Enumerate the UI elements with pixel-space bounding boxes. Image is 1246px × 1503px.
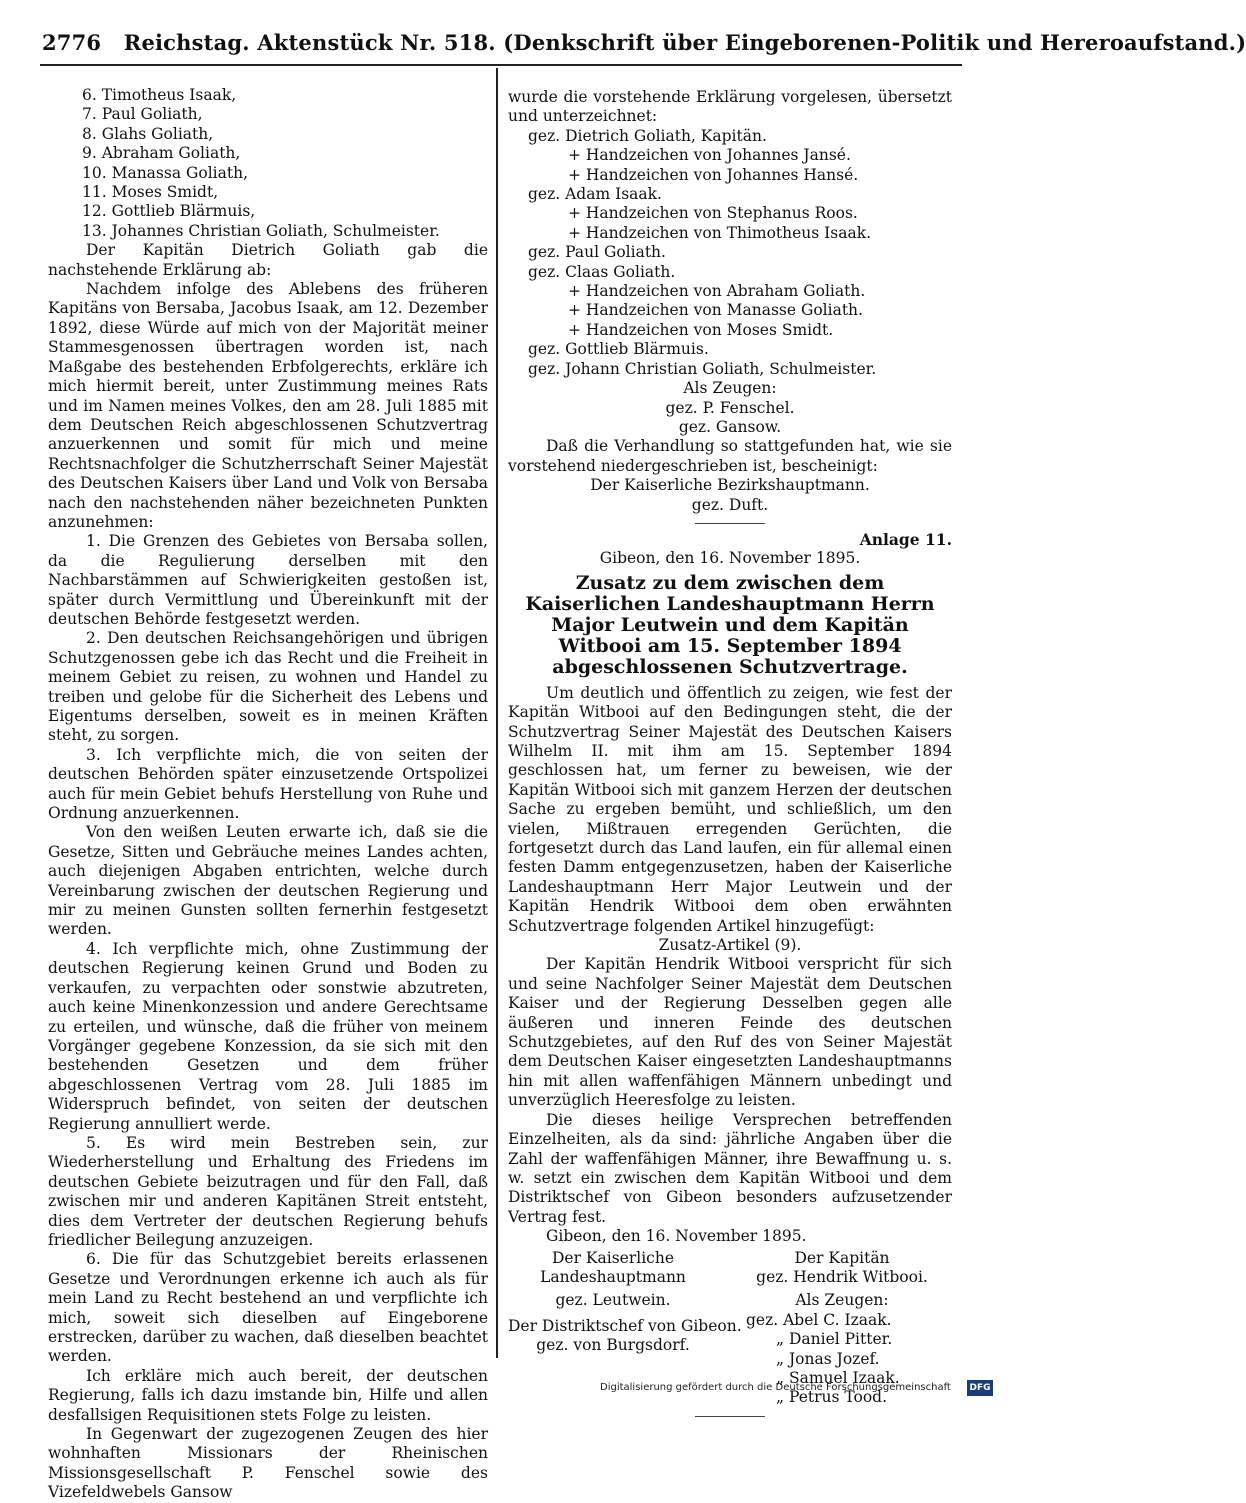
header-title: Reichstag. Aktenstück Nr. 518. (Denkschrift über Eingeborenen-Politik und Hereroaufstand.) [123, 30, 1246, 55]
list-item: 7. Paul Goliath, [82, 105, 203, 124]
witnesses-heading: Als Zeugen: [683, 379, 777, 398]
dateline: Gibeon, den 16. November 1895. [546, 1227, 807, 1246]
digitization-credit: Digitalisierung gefördert durch die Deutsche Forschungsgemeinschaft [600, 1382, 951, 1393]
signatory-title: Der Distriktschef von Gibeon. [508, 1316, 742, 1335]
list-item: 6. Timotheus Isaak, [82, 86, 237, 104]
signature-line: gez. Dietrich Goliath, Kapitän. [528, 126, 767, 145]
paragraph: 6. Die für das Schutzgebiet bereits erlassenen Gesetze und Verordnungen erkenne ich auch als für mein Land zu Recht bestehend an und verpflichte ich mich, soweit sich dieselben auf Eingeborene erstrecken, darüber zu wachen, daß dieselben beachtet werden. [48, 1250, 488, 1366]
annex-label: Anlage 11. [859, 529, 952, 549]
paragraph: 2. Den deutschen Reichsangehörigen und übrigen Schutzgenossen gebe ich das Recht und die Freiheit in meinem Gebiet zu reisen, zu wohnen und Handel zu treiben und gelobe für die Sicherheit des Lebens und Eigentums derselben, soweit es in meinen Kräften steht, zu sorgen. [48, 629, 488, 745]
paragraph: Der Kapitän Hendrik Witbooi verspricht für sich und seine Nachfolger Seiner Majestät dem Deutschen Kaiser und der Regierung Desselben gegen alle äußeren und inneren Feinde des deutschen Schutzgebietes, auf den Ruf des von Seiner Majestät dem Deutschen Kaiser eingesetzten Landeshauptmanns hin mit allen waffenfähigen Männern unbedingt und unverzüglich Heeresfolge zu leisten. [508, 955, 952, 1110]
paragraph: Der Kapitän Dietrich Goliath gab die nachstehende Erklärung ab: [48, 241, 488, 279]
signature-line: + Handzeichen von Abraham Goliath. [568, 282, 866, 301]
paragraph: Daß die Verhandlung so stattgefunden hat, wie sie vorstehend niedergeschrieben ist, bescheinigt: [508, 437, 952, 475]
dateline: Gibeon, den 16. November 1895. [599, 549, 861, 568]
signature-block [508, 127, 952, 379]
witness-signature: gez. Gansow. [678, 417, 782, 436]
signatory-title: Der Kapitän [794, 1248, 890, 1267]
signature-line: gez. Gottlieb Blärmuis. [528, 340, 709, 359]
paragraph: In Gegenwart der zugezogenen Zeugen des hier wohnhaften Missionars der Rheinischen Missionsgesellschaft P. Fenschel sowie des Vizefeldwebels Gansow [48, 1425, 488, 1502]
page-header [42, 30, 1246, 62]
paragraph: Die dieses heilige Versprechen betreffenden Einzelheiten, als da sind: jährliche Angaben über die Zahl der waffenfähigen Männer, ihre Bewaffnung u. s. w. setzt ein zwischen dem Kapitän Witbooi und dem Distriktschef von Gibeon besonders aufzusetzender Vertrag fest. [508, 1110, 952, 1226]
paragraph: Ich erkläre mich auch bereit, der deutschen Regierung, falls ich dazu imstande bin, Hilfe und allen desfallsigen Requisitionen stets Folge zu leisten. [48, 1366, 488, 1424]
signature-line: gez. Paul Goliath. [528, 243, 666, 262]
list-item: 12. Gottlieb Blärmuis, [82, 202, 256, 221]
signature-line: gez. Johann Christian Goliath, Schulmeister. [528, 359, 877, 378]
left-column [48, 86, 488, 1503]
separator-rule [695, 523, 765, 524]
separator-rule [695, 1416, 765, 1417]
paragraph: 4. Ich verpflichte mich, ohne Zustimmung der deutschen Regierung keinen Grund und Boden zu verkaufen, zu verpachten oder sonstwie abzutreten, auch keine Minenkonzession und andere Gerechtsame zu erteilen, und wünsche, daß die früher von meinem Vorgänger gegebene Konzession, da sie sich mit den bestehenden Gesetzen und dem früher abgeschlossenen Vertrag vom 28. Juli 1885 im Widerspruch befindet, von seiten der deutschen Regierung annulliert werde. [48, 939, 488, 1133]
list-item: 13. Johannes Christian Goliath, Schulmeister. [82, 221, 440, 240]
paragraph: wurde die vorstehende Erklärung vorgelesen, übersetzt und unterzeichnet: [508, 88, 952, 126]
dfg-logo: DFG [967, 1380, 993, 1396]
witness-signature: gez. P. Fenschel. [665, 398, 795, 417]
witness-signature: „ Samuel Izaak. [776, 1368, 900, 1387]
signature-line: gez. Adam Isaak. [528, 185, 662, 204]
signature-line: + Handzeichen von Johannes Hansé. [568, 165, 859, 184]
column-divider [496, 68, 498, 1358]
witness-signature: „ Petrus Tood. [776, 1388, 888, 1407]
signature-line: + Handzeichen von Johannes Jansé. [568, 146, 851, 165]
signatory-title: Landeshauptmann [540, 1267, 686, 1286]
paragraph: Von den weißen Leuten erwarte ich, daß sie die Gesetze, Sitten und Gebräuche meines Landes achten, auch diejenigen Abgaben entrichten, welche durch Vereinbarung zwischen der deutschen Regierung und mir zu meinen Gunsten sollten fernerhin festgesetzt werden. [48, 823, 488, 939]
list-item: 10. Manassa Goliath, [82, 163, 248, 182]
paragraph: 1. Die Grenzen des Gebietes von Bersaba sollen, da die Regulierung derselben mit den Nachbarstämmen auf Schwierigkeiten gestoßen ist, später durch Vermittlung und Übereinkunft mit der deutschen Behörde festgesetzt werden. [48, 532, 488, 628]
signature-line: + Handzeichen von Manasse Goliath. [568, 301, 863, 320]
signatory-name: gez. von Burgsdorf. [536, 1336, 690, 1355]
signatory-name: gez. Hendrik Witbooi. [756, 1267, 928, 1286]
paragraph: 3. Ich verpflichte mich, die von seiten der deutschen Behörden später einzusetzende Ortspolizei auch für mein Gebiet behufs Herstellung von Ruhe und Ordnung anzuerkennen. [48, 745, 488, 823]
signature-line: + Handzeichen von Thimotheus Isaak. [568, 223, 872, 242]
witnesses-heading: Als Zeugen: [795, 1291, 889, 1310]
signatory-title: Der Kaiserliche [551, 1248, 674, 1267]
witness-list [48, 86, 488, 241]
paragraph: 5. Es wird mein Bestreben sein, zur Wiederherstellung und Erhaltung des Friedens im deutschen Gebiete beizutragen und für den Fall, daß zwischen mir und anderen Kapitänen Streit entsteht, dies dem Vertreter der deutschen Regierung behufs friedlicher Beilegung anzuzeigen. [48, 1133, 488, 1249]
witness-signature: „ Jonas Jozef. [776, 1349, 880, 1368]
witness-signature: „ Daniel Pitter. [776, 1330, 893, 1349]
paragraph: Nachdem infolge des Ablebens des früheren Kapitäns von Bersaba, Jacobus Isaak, am 12. Dezember 1892, diese Würde auf mich von der Majorität meiner Stammesgenossen übertragen worden ist, nach Maßgabe des bestehenden Erbfolgerechts, erkläre ich mich hiermit bereit, unter Zustimmung meines Rats und im Namen meines Volkes, den am 28. Juli 1885 mit dem Deutschen Reich abgeschlossenen Schutzvertrag anzuerkennen und somit für mich und meine Rechtsnachfolger die Schutzherrschaft Seiner Majestät des Deutschen Kaisers über Land und Volk von Bersaba nach den nachstehenden näher bezeichneten Punkten anzunehmen: [48, 280, 488, 531]
signatory-name: gez. Leutwein. [555, 1291, 671, 1310]
witness-signature: gez. Abel C. Izaak. [746, 1310, 892, 1329]
header-rule [40, 64, 962, 66]
official-signature: gez. Duft. [691, 495, 769, 514]
paragraph: Um deutlich und öffentlich zu zeigen, wie fest der Kapitän Witbooi auf den Bedingungen steht, die der Schutzvertrag Seiner Majestät des Deutschen Kaisers Wilhelm II. mit ihm am 15. September 1894 geschlossen hat, um ferner zu beweisen, wie der Kapitän Witbooi sich mit ganzem Herzen der deutschen Sache zu ergeben bemüht, und schließlich, um den vielen, Mißtrauen erregenden Gerüchten, die fortgesetzt durch das Land laufen, ein für allemal einen festen Damm entgegenzusetzen, haben der Kaiserliche Landeshauptmann Herr Major Leutwein und der Kapitän Hendrik Witbooi dem oben erwähnten Schutzvertrage folgenden Artikel hinzugefügt: [508, 683, 952, 935]
page-number: 2776 [42, 30, 102, 55]
section-title: Zusatz zu dem zwischen dem Kaiserlichen Landeshauptmann Herrn Major Leutwein und dem Kapitän Witbooi am 15. September 1894 abgeschlossenen Schutzvertrage. [525, 571, 935, 678]
article-heading: Zusatz-Artikel (9). [658, 936, 802, 955]
signature-line: + Handzeichen von Moses Smidt. [568, 320, 834, 339]
official-title: Der Kaiserliche Bezirkshauptmann. [590, 476, 870, 495]
list-item: 11. Moses Smidt, [82, 183, 219, 202]
right-column [508, 88, 952, 1423]
list-item: 8. Glahs Goliath, [82, 124, 214, 143]
signature-line: gez. Claas Goliath. [528, 262, 676, 281]
list-item: 9. Abraham Goliath, [82, 144, 241, 163]
signature-line: + Handzeichen von Stephanus Roos. [568, 204, 858, 223]
